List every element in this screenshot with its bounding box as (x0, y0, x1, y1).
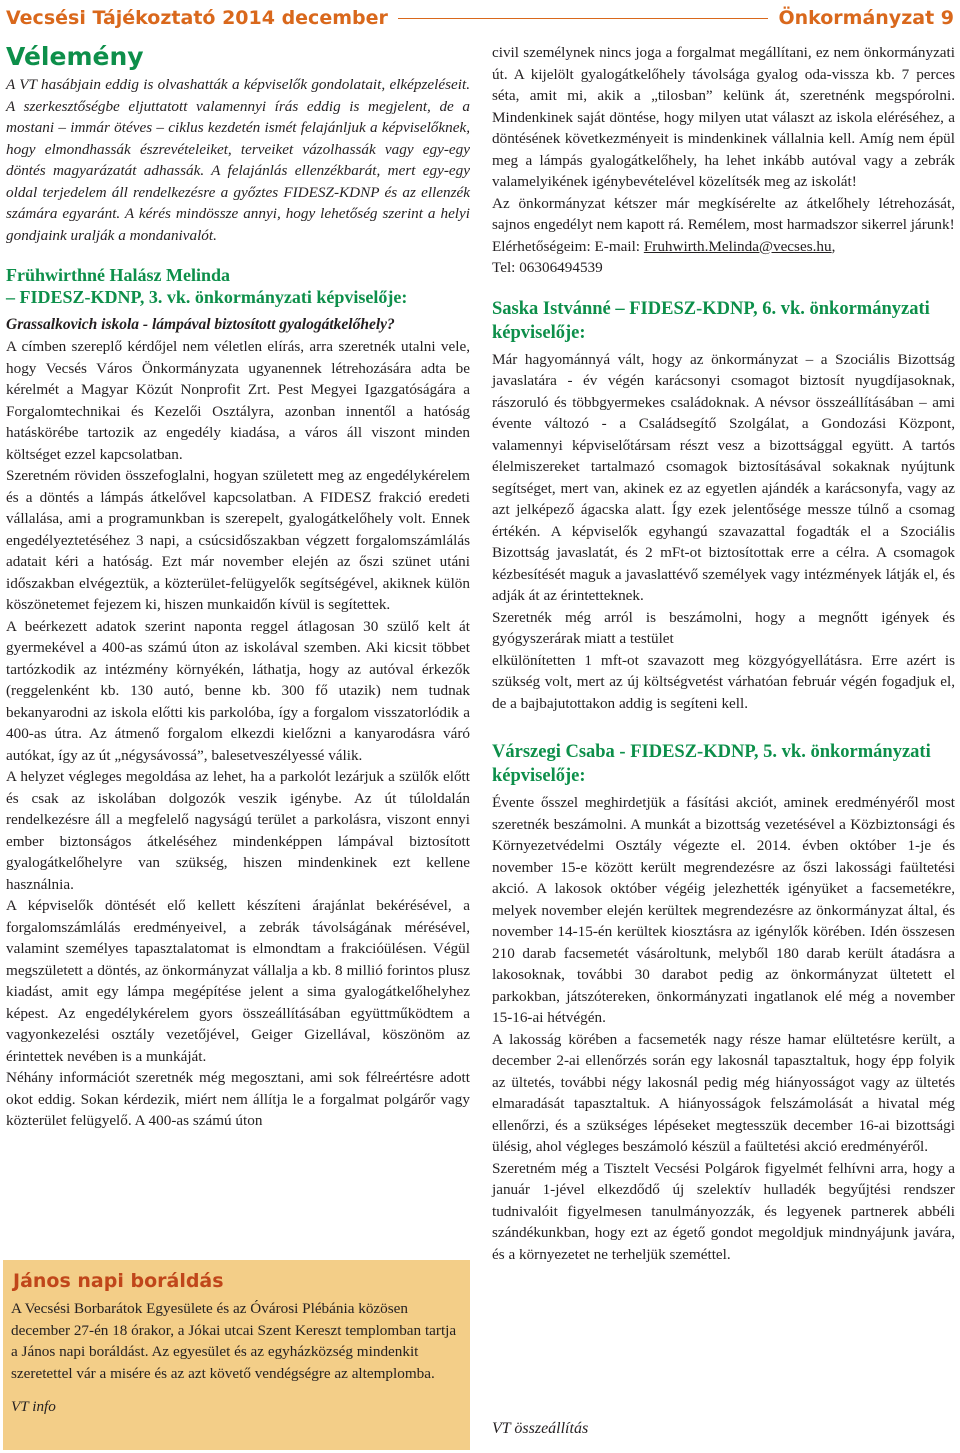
left-column (6, 42, 470, 1132)
article1-author-role: – FIDESZ-KDNP, 3. vk. önkormányzati képviselője: (6, 287, 408, 307)
article1-title: Grassalkovich iskola - lámpával biztosított gyalogátkelőhely? (6, 316, 395, 333)
publication-title: Vecsési Tájékoztató 2014 december (6, 7, 388, 29)
article2-paragraph: elkülönítetten 1 mft-ot szavazott meg közgyógyellátásra. Erre azért is szükség volt, mert az új költségvetést várhatóan február végén fogadjuk el, de a bajbajutottakon addig is segíteni kell. (492, 651, 955, 712)
contact-label: Elérhetőségeim: E-mail: (492, 237, 644, 255)
intro-text: A VT hasábjain eddig is olvashatták a képviselők gondolatait, elképzeléseit. A szerkesztőségbe eljuttatott valamennyi írás eddig is megjelent, de a mostani – immár ötéves – ciklus kezdetén ismét felajánljuk a képviselőknek, hogy elmondhassák észrevételeiket, terveiket vázolhassák vagy egy-egy döntés magyarázatát adhassák. A felajánlás ellenzékbarát, mert egy-egy oldal terjedelem áll rendelkezésre a győztes FIDESZ-KDNP és az ellenzék számára egyaránt. A kérés mindössze annyi, hogy lehetőség szerint a helyi gondjaink uralják a mondanivalót. (6, 76, 470, 244)
article3-paragraph: Évente ősszel meghirdetjük a fásítási akciót, aminek eredményéről most szeretnék beszámolni. A munkát a bizottság vezetésével a Közbiztonsági és Környezetvédelmi Osztály végezte el. 2014. évben október 1-je és november 15-e között került megrendezésre az őszi lakossági faültetési akció. A lakosok október végéig jelezhették igényüket a facsemetékre, melyek november elején kerültek megrendezésre az önkormányzat által, és november 14-15-én kerültek kiosztásra az igénylők körében. Idén összesen 210 darab facsemetét vásároltunk, melyből 180 darab került átadásra a lakosoknak, további 30 darabot pedig az önkormányzat ültetett el parkokban, játszótereken, önkormányzati ingatlanok elé még a november 15-16-ai hétvégén. (492, 794, 955, 1026)
article1-paragraph: A helyzet végleges megoldása az lehet, ha a parkolót lezárjuk a szülők előtt és csak az iskolában dolgozók veszik igénybe. Az út túloldalán rendelkezésre áll a megfelelő nagyságú terület a parkolásra, viszont ennyi ember biztonságos átkeléséhez mindenképpen lámpával biztosított gyalogátkelőhelyre van szükség, hiszen mindenkinek ezt kellene használnia. (6, 768, 470, 893)
event-box-signature: VT info (11, 1398, 56, 1415)
article1-paragraph: A beérkezett adatok szerint naponta reggel átlagosan 30 szülő kelt át gyermekével a 400-as számú úton az iskolával szemben. Aki kicsit többet tartózkodik az intézmény környékén, láthatja, hogy az autóval érkezők (reggelenként kb. 130 autó, benne kb. 300 fő utazik) nem tudnak bekanyarodni az iskola előtti kis parkolóba, így a forgalom visszatorlódik a 400-as útra. Az átmenő forgalom elkezdi kielőzni a kanyarodásra váró autókat, így az út „négysávossá”, balesetveszélyessé válik. (6, 617, 470, 764)
phone-line: Tel: 06306494539 (492, 259, 603, 276)
event-box-text: A Vecsési Borbarátok Egyesülete és az Óvárosi Plébánia közösen december 27-én 18 órakor, a Jókai utcai Szent Kereszt templomban tartja a János napi boráldást. Az egyesület és az egyházközség mindenkit szeretettel vár a misére és az azt követő vendégségre az altemplomba. (11, 1300, 457, 1382)
article2-author (492, 297, 955, 345)
page-header (6, 4, 954, 32)
article3-paragraph: Szeretném még a Tisztelt Vecsési Polgárok figyelmét felhívni arra, hogy a január 1-jével elkezdődő új szelektív hulladék begyűjtési rendszer tudnivalóit figyelmesen tanulmányozzák, és legyenek partnerek abbéli szándékunkban, hogy ezt az égető gondot megoldjuk mindnyájunk javára, és a környezetet ne terheljük szeméttel. (492, 1159, 955, 1263)
article2-author-name: Saska Istvánné – FIDESZ-KDNP, 6. vk. önkormányzati képviselője: (492, 298, 930, 343)
section-page-label: Önkormányzat 9 (778, 7, 954, 29)
event-box-title: János napi boráldás (13, 1270, 224, 1292)
article3-author (492, 740, 955, 788)
article1-paragraph: Szeretném röviden összefoglalni, hogyan született meg az engedélykérelem és a döntés a lámpás átkelővel kapcsolatban. A FIDESZ frakció eredeti vállalása, ami a programunkban is szerepelt, gyalogátkelőhely volt. Ennek engedélyeztetéséhez 3 napi, a csúcsidőszakban végzett forgalomszámlálás adatait kéri a hatóság. Ezt már november elején az őszi szünet utáni időszakban elvégeztük, a közterület-felügyelők segítségével, akiknek külön köszönetemet fejezem ki, hiszen munkaidőn kívül is segítettek. (6, 467, 470, 613)
event-box (3, 1260, 470, 1450)
article2-paragraph: Már hagyománnyá vált, hogy az önkormányzat – a Szociális Bizottság javaslatára - év végén karácsonyi csomagot biztosít nyugdíjasoknak, rászoruló és többgyermekes családoknak. A névsor összeállításában – ami évente változó - a Családsegítő Szolgálat, a Gondozási Központ, valamennyi képviselőtársam részt vesz a bizottsággal együtt. A tartós élelmiszereket tartalmazó csomagok biztosításával sokaknak nyújtunk segítséget, mert van, akinek ez az egyetlen ajándék a karácsonyfa, vagy az azt jelképező ágacska alatt. Így ezek jelentősége messze túlnő a csomag értékén. A képviselők egyhangú szavazattal fogadták el a Szociális Bizottság javaslatát, és 2 mFt-ot biztosítottak erre a célra. A csomagok kézbesítését maguk a javaslattévő személyek vagy intézmények látják el, és adják át az érintetteknek. (492, 350, 955, 604)
article1-paragraph: A képviselők döntését elő kellett készíteni árajánlat bekérésével, a forgalomszámlálás eredményeivel, a zebrák távolságának mérésével, valamint személyes tapasztalatomat is elmondtam a frakcióülésen. Végül megszületett a döntés, az önkormányzat vállalja a kb. 8 millió forintos plusz kiadást, amit egy lámpa megépítése jelent a sima gyalogátkelőhelyhez képest. Az engedélykérelem gyors összeállításában együttműködtem a vagyonkezelési osztály vezetőjével, Geiger Gizellával, köszönöm az érintettek nevében is a munkáját. (6, 897, 470, 1065)
article3-paragraph: A lakosság körében a facsemeték nagy része hamar elültetésre került, a december 2-ai ellenőrzés során egy lakosnál tapasztaltuk, hogy épp folyik az ültetés, további négy lakosnál pedig még hiányosságot vagy az ültetés elmaradását tapasztaltuk. A hiányosságok felszámolását a hivatal még ellenőrzi, és a szükséges lépéseket megtesszük december 16-ai bizottsági ülésig, ahol végleges beszámoló készül a faültetési akció eredményéről. (492, 1030, 955, 1155)
article1-paragraph: A címben szereplő kérdőjel nem véletlen elírás, arra szeretnék utalni vele, hogy Vecsés Város Önkormányzata ugyanennek létrehozására adta be kérelmét a Magyar Közút Nonprofit Zrt. Pest Megyei Igazgatóságára a Forgalomtechnikai és Kezelői Osztályra, azonban innentől a hatóság hatáskörébe tartozik az engedély kiadása, a város áll viszont minden költséget ezzel kapcsolatban. (6, 338, 470, 463)
article2-paragraph: Szeretnék még arról is beszámolni, hogy a megnőtt igények és gyógyszerárak miatt a testület (492, 608, 955, 647)
article3-signature: VT összeállítás (492, 1420, 589, 1437)
article1-continuation: civil személynek nincs joga a forgalmat megállítani, ez nem önkormányzati út. A kijelölt gyalogátkelőhely távolsága gyalog oda-vissza kb. 7 perces séta, amit mi, akik a „tilosban” kelünk át, szeretnénk megspórolni. Mindenkinek saját döntése, hogy milyen utat választ az iskola eléréséhez, a döntésének következményeit is mindenkinek vállalnia kell. Amíg nem épül meg a lámpás gyalogátkelőhely, ha lehet inkább autóval vagy a zebrák valamelyikének igénybevételével közelítsék meg az iskolát! (492, 44, 955, 190)
right-column (492, 42, 955, 1265)
email-link[interactable]: Fruhwirth.Melinda@vecses.hu (643, 237, 832, 255)
article1-author (6, 264, 470, 308)
article3-author-name: Várszegi Csaba - FIDESZ-KDNP, 5. vk. önkormányzati képviselője: (492, 742, 931, 786)
article1-continuation: Az önkormányzat kétszer már megkísérelte az átkelőhely létrehozását, sajnos engedélyt nem kapott rá. Remélem, most harmadszor sikerrel járunk! (492, 194, 955, 233)
article1-paragraph: Néhány információt szeretnék még megosztani, ami sok félreértésre adott okot eddig. Sokan kérdezik, miért nem állítja le a forgalmat polgárőr vagy közterület felügyelő. A 400-as számú úton (6, 1069, 470, 1129)
article1-author-name: Frühwirthné Halász Melinda (6, 265, 230, 285)
contact-line (492, 236, 955, 258)
header-rule (398, 18, 769, 19)
section-title: Vélemény (6, 42, 144, 71)
intro (6, 74, 470, 246)
contact-after: , (831, 237, 836, 255)
